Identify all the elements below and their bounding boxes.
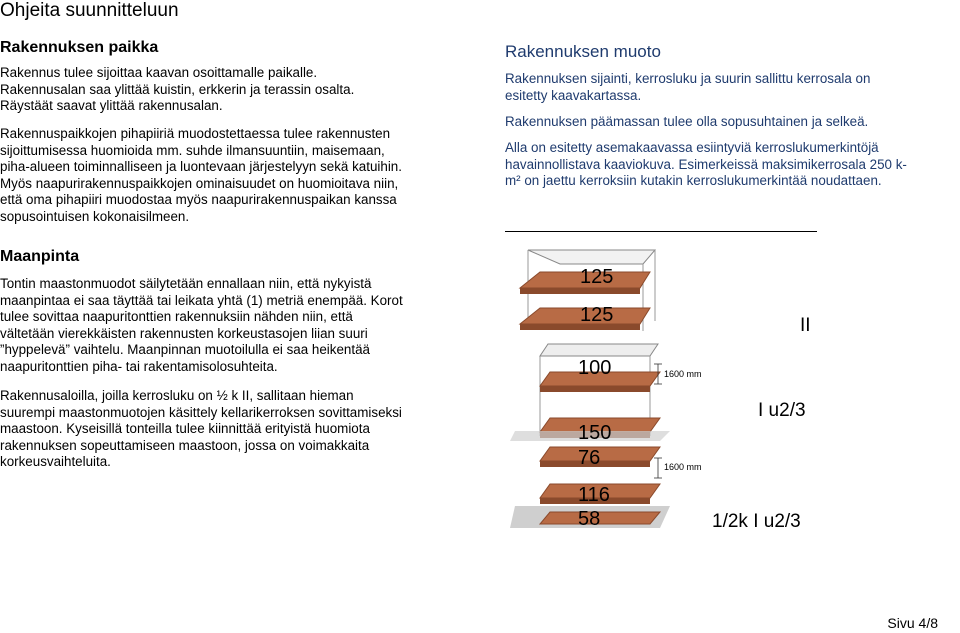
floor-area-label: 150 [578,422,612,444]
floor-area-label: 116 [578,484,610,506]
paragraph-muoto-3 [505,140,955,190]
paragraph-maanpinta-1 [0,276,470,376]
text-line: Rakennus tulee sijoittaa kaavan osoittamalle paikalle. [0,65,318,80]
text-line: esitetty kaavakartassa. [505,87,642,103]
text-line: vältetään vierekkäisten rakennusten korkeustasojen liian suuri [0,325,368,341]
text-line: Rakennuspaikkojen pihapiiriä muodostettaessa tulee rakennusten [0,126,391,141]
text-line: havainnollistava kaaviokuva. Esimerkeissä maksimikerrosala 250 k- [505,156,907,172]
text-line: Alla on esitetty asemakaavassa esiintyviä kerroslukumerkintöjä [505,140,879,155]
floor-area-label: 58 [578,508,601,530]
text-line: korkeusvaihteluita. [0,454,111,470]
text-line: Rakennuksen sijainti, kerrosluku ja suurin sallittu kerrosala on [505,71,871,86]
text-line: Myös naapurirakennuspaikkojen ominaisuudet on huomioitava niin, [0,175,399,191]
floor-designation-label: 1/2k I u2/3 [712,511,801,532]
section-heading-maanpinta: Maanpinta [0,248,80,265]
text-line: maastoon. Kyseisillä tonteilla tulee kiinnittää erityistä huomiota [0,421,370,437]
dimension-label: 1600 mm [664,369,702,379]
dimension-label: 1600 mm [664,462,702,472]
floor-area-label: 76 [578,447,601,469]
document-title: Ohjeita suunnitteluun [0,0,179,21]
text-line: ”hyppelevä” vaihtelu. Maanpinnan muotoilulla ei saa heikentää [0,342,370,358]
floor-edge [540,386,650,392]
floor-designation-label: II [800,315,811,336]
floor-count-diagram [500,236,840,536]
floor-area-label: 125 [580,304,614,326]
paragraph-paikka-1 [0,65,470,115]
floor-designation-label: I u2/3 [758,400,806,421]
text-line: että oma pihapiiri muodostaa myös naapurirakennuspaikan kanssa [0,192,397,208]
text-line: Rakennusalan saa ylittää kuistin, erkkerin ja terassin osalta. [0,81,355,97]
text-line: m² on jaettu kerroksiin kutakin kerroslukumerkintää noudattaen. [505,173,882,189]
text-line: Rakennusaloilla, joilla kerrosluku on ½ k II, sallitaan hieman [0,388,354,403]
text-line: rakennuksen sopeuttamiseen maastoon, jossa on voimakkaita [0,437,370,453]
text-line: Räystäät saavat ylittää rakennusalan. [0,98,223,114]
text-line: naapuritonttien piha- tai rakentamisolosuhteita. [0,358,278,374]
floor-area-label: 125 [580,266,614,288]
page-number: Sivu 4/8 [887,615,938,631]
paragraph-muoto-1 [505,71,955,104]
roof-outline [540,344,658,356]
text-line: tulee sovittaa naapuritonttien rakennuksiin nähden niin, että [0,309,353,325]
section-heading-paikka: Rakennuksen paikka [0,39,159,56]
paragraph-muoto-2 [505,114,955,131]
paragraph-maanpinta-2 [0,388,470,471]
text-line: Tontin maastonmuodot säilytetään ennallaan niin, että nykyistä [0,276,372,291]
text-line: Rakennuksen päämassan tulee olla sopusuhtainen ja selkeä. [505,114,869,129]
text-line: sijoittumisessa huomioida mm. suhde ilmansuuntiin, maisemaan, [0,142,385,158]
text-line: suurempi maastonmuotojen käsittely kellarikerroksen sovittamiseksi [0,404,402,420]
text-line: maanpintaa ei saa täyttää tai leikata yhtä (1) metriä enempää. Korot [0,292,403,308]
text-line: sopusointuisen kokonaisilmeen. [0,208,190,224]
floor-area-label: 100 [578,357,612,379]
section-heading-muoto: Rakennuksen muoto [505,42,661,61]
figure-top-rule [505,231,817,232]
text-line: piha-alueen toiminnalliseen ja luontevaan järjestelyyn sekä katuihin. [0,159,402,175]
paragraph-paikka-2 [0,126,470,226]
